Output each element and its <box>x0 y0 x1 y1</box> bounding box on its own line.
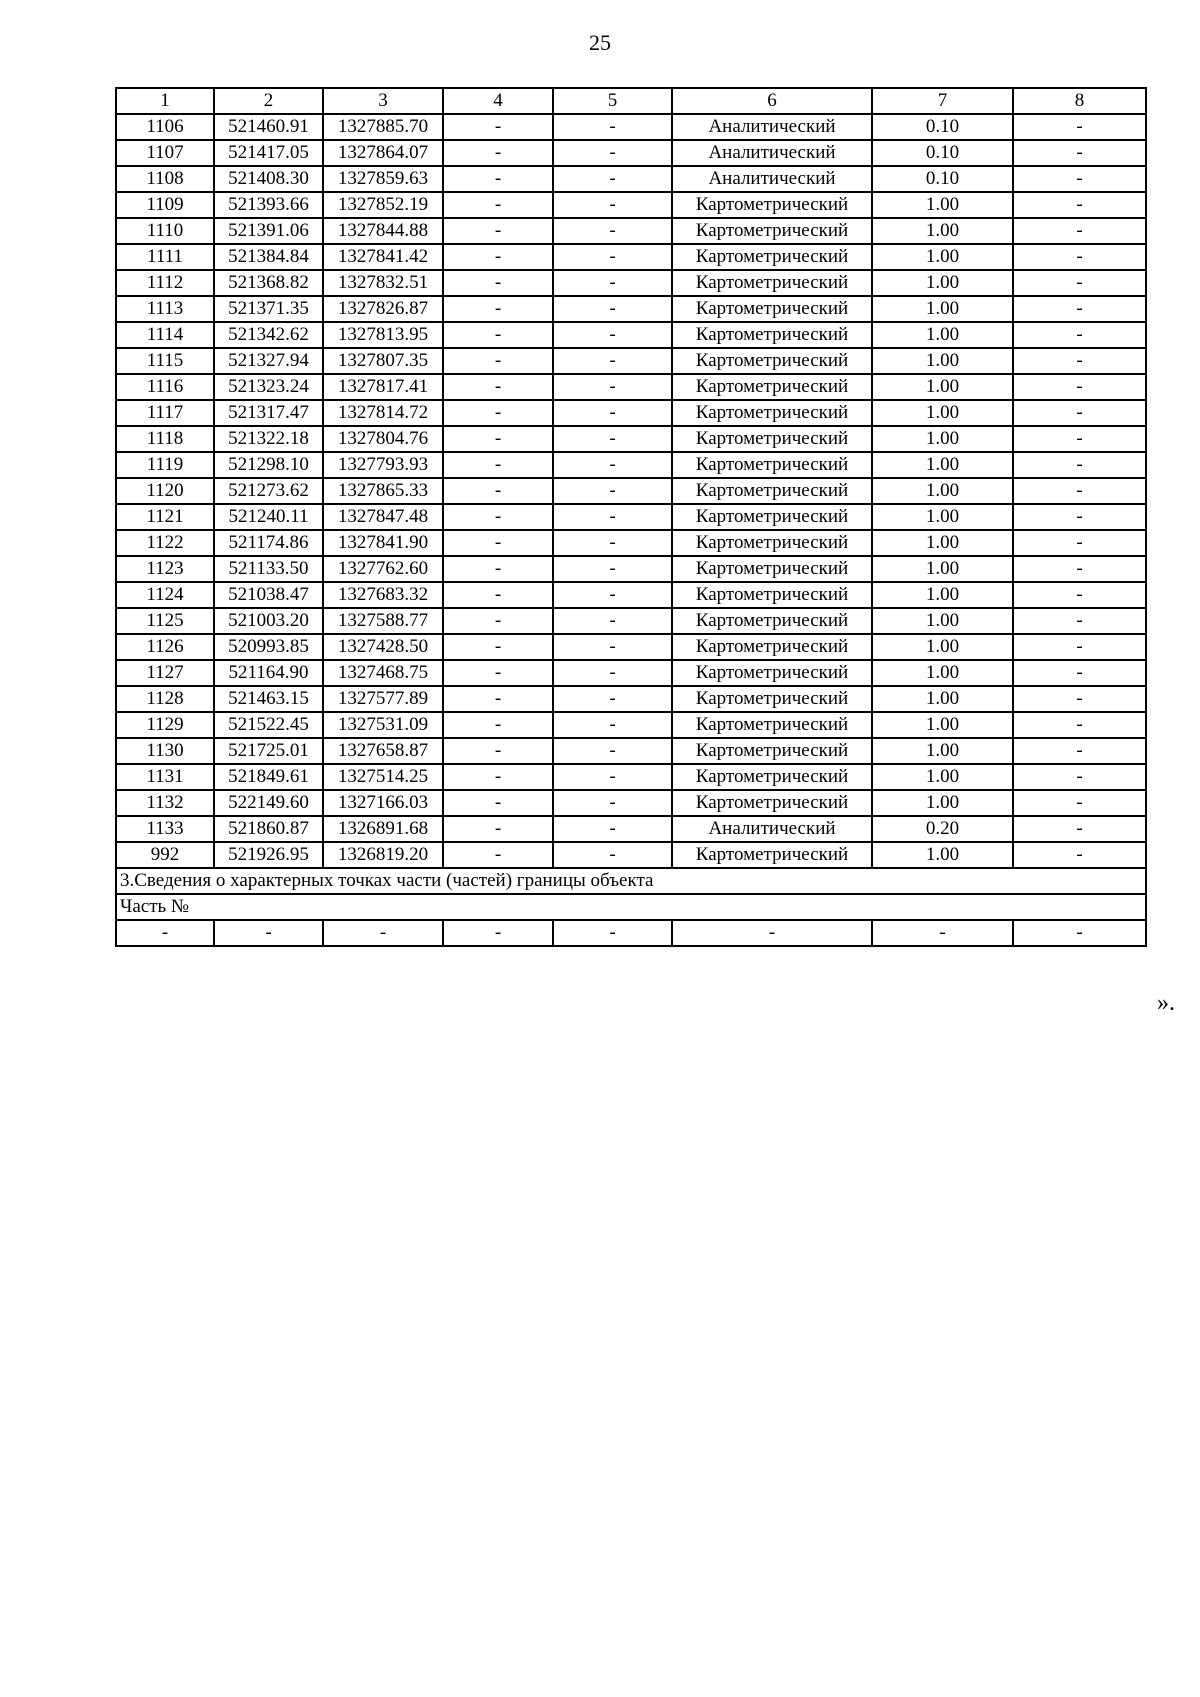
table-cell: 1327817.41 <box>323 374 443 400</box>
table-cell: 1.00 <box>872 452 1013 478</box>
table-row <box>116 192 1146 218</box>
table-cell: 1124 <box>116 582 214 608</box>
table-cell: 1116 <box>116 374 214 400</box>
table-cell: - <box>1013 478 1146 504</box>
table-cell: 1109 <box>116 192 214 218</box>
table-cell: 0.10 <box>872 166 1013 192</box>
table-cell: 1.00 <box>872 322 1013 348</box>
table-cell: 1327514.25 <box>323 764 443 790</box>
table-cell: - <box>443 738 553 764</box>
table-cell: 1327885.70 <box>323 114 443 140</box>
table-cell: - <box>1013 634 1146 660</box>
table-cell: 1128 <box>116 686 214 712</box>
table-cell: 1108 <box>116 166 214 192</box>
table-cell: 1327813.95 <box>323 322 443 348</box>
table-cell: - <box>1013 192 1146 218</box>
table-row <box>116 608 1146 634</box>
table-cell: - <box>443 556 553 582</box>
table-cell: - <box>553 764 672 790</box>
table-cell: - <box>1013 582 1146 608</box>
table-cell: 521522.45 <box>214 712 323 738</box>
table-row <box>116 816 1146 842</box>
table-cell: - <box>553 218 672 244</box>
section-title <box>116 868 1146 894</box>
table-cell: 521725.01 <box>214 738 323 764</box>
table-cell: - <box>1013 374 1146 400</box>
table-cell: 1133 <box>116 816 214 842</box>
table-cell: Аналитический <box>672 816 872 842</box>
table-cell: - <box>553 400 672 426</box>
table-cell: - <box>443 634 553 660</box>
table-cell: 520993.85 <box>214 634 323 660</box>
table-cell: Картометрический <box>672 764 872 790</box>
table-cell: 1.00 <box>872 686 1013 712</box>
table-cell: Картометрический <box>672 608 872 634</box>
table-cell: 521860.87 <box>214 816 323 842</box>
table-cell: Аналитический <box>672 114 872 140</box>
table-cell: 1.00 <box>872 296 1013 322</box>
table-cell: - <box>1013 140 1146 166</box>
table-row <box>116 322 1146 348</box>
table-row <box>116 114 1146 140</box>
table-cell: 1111 <box>116 244 214 270</box>
table-cell: - <box>553 920 672 946</box>
table-cell: 1.00 <box>872 608 1013 634</box>
table-row <box>116 660 1146 686</box>
table-cell: - <box>443 400 553 426</box>
table-cell: Картометрический <box>672 556 872 582</box>
table-cell: 521327.94 <box>214 348 323 374</box>
table-cell: 1106 <box>116 114 214 140</box>
table-cell: 1 <box>116 88 214 114</box>
table-cell: - <box>553 712 672 738</box>
table-row <box>116 504 1146 530</box>
table-cell: 521133.50 <box>214 556 323 582</box>
table-cell: - <box>443 816 553 842</box>
table-cell: - <box>443 114 553 140</box>
table-cell: - <box>553 322 672 348</box>
table-cell: - <box>1013 426 1146 452</box>
table-row <box>116 556 1146 582</box>
table-cell: 6 <box>672 88 872 114</box>
table-cell: 1121 <box>116 504 214 530</box>
table-cell: 1327588.77 <box>323 608 443 634</box>
table-cell: - <box>1013 738 1146 764</box>
table-cell: 1327804.76 <box>323 426 443 452</box>
table-cell: 1327841.42 <box>323 244 443 270</box>
table-cell: 1.00 <box>872 842 1013 868</box>
table-cell: - <box>443 296 553 322</box>
table-row <box>116 634 1146 660</box>
table-row <box>116 270 1146 296</box>
table-row <box>116 452 1146 478</box>
table-cell: 1130 <box>116 738 214 764</box>
table-cell: 1327814.72 <box>323 400 443 426</box>
table-cell: - <box>553 296 672 322</box>
table-cell: 521384.84 <box>214 244 323 270</box>
table-cell: 1129 <box>116 712 214 738</box>
table-cell: 521038.47 <box>214 582 323 608</box>
table-cell: Картометрический <box>672 478 872 504</box>
table-row <box>116 218 1146 244</box>
table-cell: - <box>553 686 672 712</box>
table-cell: 1326891.68 <box>323 816 443 842</box>
table-cell: 521926.95 <box>214 842 323 868</box>
table-cell: 1.00 <box>872 348 1013 374</box>
table-cell: Картометрический <box>672 218 872 244</box>
table-row <box>116 140 1146 166</box>
table-cell: 1.00 <box>872 218 1013 244</box>
table-cell: - <box>553 790 672 816</box>
table-cell: - <box>553 556 672 582</box>
table-cell: 521298.10 <box>214 452 323 478</box>
table-cell: - <box>553 738 672 764</box>
table-cell: 521003.20 <box>214 608 323 634</box>
table-cell: - <box>553 504 672 530</box>
table-cell: 1.00 <box>872 556 1013 582</box>
table-cell: Картометрический <box>672 686 872 712</box>
table-cell: 1132 <box>116 790 214 816</box>
table-cell: - <box>443 322 553 348</box>
table-cell: Картометрический <box>672 426 872 452</box>
table-cell: - <box>443 348 553 374</box>
table-cell: 1112 <box>116 270 214 296</box>
table-cell: 1327847.48 <box>323 504 443 530</box>
table-cell: 1.00 <box>872 790 1013 816</box>
table-cell: - <box>1013 296 1146 322</box>
table-cell: 0.20 <box>872 816 1013 842</box>
table-cell: 521368.82 <box>214 270 323 296</box>
table-cell: 1.00 <box>872 270 1013 296</box>
table-cell: 1327832.51 <box>323 270 443 296</box>
table-cell: 1.00 <box>872 478 1013 504</box>
part-label <box>116 894 1146 920</box>
table-cell: 521322.18 <box>214 426 323 452</box>
table-row <box>116 478 1146 504</box>
table-cell: - <box>214 920 323 946</box>
table-cell: Картометрический <box>672 634 872 660</box>
table-row <box>116 348 1146 374</box>
table-cell: 1110 <box>116 218 214 244</box>
table-cell: - <box>672 920 872 946</box>
table-cell: - <box>443 790 553 816</box>
table-cell: - <box>553 582 672 608</box>
table-cell: 521393.66 <box>214 192 323 218</box>
table-cell: 521417.05 <box>214 140 323 166</box>
table-cell: 1.00 <box>872 582 1013 608</box>
table-cell: - <box>1013 504 1146 530</box>
table-cell: 0.10 <box>872 140 1013 166</box>
table-cell: - <box>1013 348 1146 374</box>
table-cell: 1113 <box>116 296 214 322</box>
table-cell: 2 <box>214 88 323 114</box>
table-cell: 0.10 <box>872 114 1013 140</box>
table-cell: - <box>443 660 553 686</box>
table-cell: 521460.91 <box>214 114 323 140</box>
table-cell: - <box>1013 166 1146 192</box>
table-cell: - <box>443 712 553 738</box>
table-cell: Картометрический <box>672 400 872 426</box>
table-cell: - <box>553 660 672 686</box>
table-header-row <box>116 88 1146 114</box>
table-cell: - <box>443 452 553 478</box>
table-cell: - <box>553 348 672 374</box>
table-cell: 1.00 <box>872 738 1013 764</box>
table-cell: 1327852.19 <box>323 192 443 218</box>
table-cell: 992 <box>116 842 214 868</box>
table-row-empty <box>116 920 1146 946</box>
table-cell: 1.00 <box>872 660 1013 686</box>
table-cell: - <box>443 842 553 868</box>
table-cell: 1327793.93 <box>323 452 443 478</box>
table-row <box>116 790 1146 816</box>
table-cell: 1327826.87 <box>323 296 443 322</box>
table-cell: - <box>1013 790 1146 816</box>
table-cell: - <box>443 244 553 270</box>
table-cell: 1115 <box>116 348 214 374</box>
table-cell: - <box>553 166 672 192</box>
table-cell: 1327658.87 <box>323 738 443 764</box>
table-cell: 521164.90 <box>214 660 323 686</box>
closing-quote-mark: ». <box>1157 990 1175 1016</box>
table-cell: 1107 <box>116 140 214 166</box>
table-cell: 1327762.60 <box>323 556 443 582</box>
table-cell: Картометрический <box>672 322 872 348</box>
table-cell: 1123 <box>116 556 214 582</box>
table-cell: 1117 <box>116 400 214 426</box>
table-cell: Картометрический <box>672 374 872 400</box>
table-cell: 1.00 <box>872 192 1013 218</box>
table-cell: 1.00 <box>872 530 1013 556</box>
table-cell: 521391.06 <box>214 218 323 244</box>
table-cell: - <box>553 270 672 296</box>
table-cell: - <box>553 374 672 400</box>
table-cell: 1.00 <box>872 426 1013 452</box>
table-cell: 1327468.75 <box>323 660 443 686</box>
table-row <box>116 764 1146 790</box>
table-cell: - <box>553 530 672 556</box>
table-row <box>116 374 1146 400</box>
table-cell: - <box>1013 244 1146 270</box>
table-cell: - <box>443 582 553 608</box>
table-cell: - <box>553 634 672 660</box>
table-row <box>116 244 1146 270</box>
table-cell: - <box>1013 686 1146 712</box>
table-cell: 521408.30 <box>214 166 323 192</box>
table-cell: 4 <box>443 88 553 114</box>
table-cell: 1.00 <box>872 374 1013 400</box>
table-cell: 1.00 <box>872 764 1013 790</box>
table-cell: Картометрический <box>672 504 872 530</box>
table-row <box>116 400 1146 426</box>
table-cell: - <box>553 452 672 478</box>
table-cell: 1.00 <box>872 504 1013 530</box>
table-row <box>116 686 1146 712</box>
table-cell: 1125 <box>116 608 214 634</box>
table-cell: - <box>553 426 672 452</box>
table-cell: - <box>1013 270 1146 296</box>
table-row <box>116 166 1146 192</box>
table-cell: - <box>116 920 214 946</box>
coordinates-table <box>115 87 1147 947</box>
table-cell: - <box>443 608 553 634</box>
table-cell: Картометрический <box>672 738 872 764</box>
table-cell: 1.00 <box>872 244 1013 270</box>
table-cell: 1326819.20 <box>323 842 443 868</box>
table-cell: 1327428.50 <box>323 634 443 660</box>
table-cell: - <box>553 140 672 166</box>
table-cell: - <box>443 478 553 504</box>
section-title-text: 3.Сведения о характерных точках части (частей) границы объекта <box>116 868 1146 894</box>
table-cell: - <box>1013 920 1146 946</box>
table-cell: Картометрический <box>672 530 872 556</box>
table-row <box>116 712 1146 738</box>
table-cell: - <box>1013 660 1146 686</box>
table-row <box>116 582 1146 608</box>
table-cell: Картометрический <box>672 348 872 374</box>
table-cell: Картометрический <box>672 270 872 296</box>
table-cell: - <box>443 140 553 166</box>
table-cell: 1120 <box>116 478 214 504</box>
table-cell: - <box>553 192 672 218</box>
table-cell: Аналитический <box>672 140 872 166</box>
table-cell: 522149.60 <box>214 790 323 816</box>
table-cell: - <box>1013 608 1146 634</box>
table-cell: - <box>1013 816 1146 842</box>
table-cell: Картометрический <box>672 712 872 738</box>
table-cell: 521317.47 <box>214 400 323 426</box>
table-cell: 1327577.89 <box>323 686 443 712</box>
table-cell: - <box>1013 556 1146 582</box>
table-cell: - <box>553 244 672 270</box>
table-cell: 521323.24 <box>214 374 323 400</box>
table-cell: - <box>323 920 443 946</box>
table-cell: - <box>1013 114 1146 140</box>
table-cell: 521849.61 <box>214 764 323 790</box>
table-cell: 521371.35 <box>214 296 323 322</box>
table-row <box>116 842 1146 868</box>
table-cell: 1.00 <box>872 712 1013 738</box>
table-cell: - <box>443 374 553 400</box>
table-cell: - <box>1013 530 1146 556</box>
table-cell: 1.00 <box>872 634 1013 660</box>
table-cell: 1327166.03 <box>323 790 443 816</box>
table-cell: 1114 <box>116 322 214 348</box>
table-cell: Картометрический <box>672 192 872 218</box>
table-cell: - <box>443 764 553 790</box>
table-cell: 1131 <box>116 764 214 790</box>
table-cell: 1119 <box>116 452 214 478</box>
table-cell: 521463.15 <box>214 686 323 712</box>
table-cell: - <box>1013 218 1146 244</box>
table-cell: - <box>1013 712 1146 738</box>
table-cell: - <box>443 192 553 218</box>
table-cell: Картометрический <box>672 296 872 322</box>
table-cell: Картометрический <box>672 452 872 478</box>
table-cell: - <box>1013 764 1146 790</box>
table-cell: 521174.86 <box>214 530 323 556</box>
table-cell: - <box>443 270 553 296</box>
table-cell: 1127 <box>116 660 214 686</box>
table-cell: - <box>553 816 672 842</box>
table-cell: - <box>443 530 553 556</box>
table-cell: 1327807.35 <box>323 348 443 374</box>
table-cell: Картометрический <box>672 842 872 868</box>
table-row <box>116 426 1146 452</box>
table-cell: - <box>553 478 672 504</box>
table-cell: - <box>443 218 553 244</box>
table-cell: 8 <box>1013 88 1146 114</box>
table-cell: Картометрический <box>672 660 872 686</box>
table-cell: 521240.11 <box>214 504 323 530</box>
table-cell: 1327531.09 <box>323 712 443 738</box>
table-cell: 1327865.33 <box>323 478 443 504</box>
table-cell: 1327864.07 <box>323 140 443 166</box>
table-cell: - <box>443 920 553 946</box>
table-cell: - <box>443 166 553 192</box>
table-cell: Картометрический <box>672 582 872 608</box>
table-cell: 1126 <box>116 634 214 660</box>
table-cell: 1327841.90 <box>323 530 443 556</box>
table-row <box>116 296 1146 322</box>
table-cell: 521342.62 <box>214 322 323 348</box>
table-cell: - <box>553 842 672 868</box>
table-cell: 1.00 <box>872 400 1013 426</box>
table-cell: Аналитический <box>672 166 872 192</box>
table-cell: - <box>443 686 553 712</box>
table-cell: Картометрический <box>672 790 872 816</box>
table-cell: 1118 <box>116 426 214 452</box>
table-cell: 1327859.63 <box>323 166 443 192</box>
table-cell: 5 <box>553 88 672 114</box>
page-number: 25 <box>589 30 611 55</box>
table-cell: 1327844.88 <box>323 218 443 244</box>
table-cell: - <box>872 920 1013 946</box>
table-cell: 7 <box>872 88 1013 114</box>
table-cell: 521273.62 <box>214 478 323 504</box>
table-cell: - <box>443 426 553 452</box>
table-row <box>116 530 1146 556</box>
table-cell: 1122 <box>116 530 214 556</box>
table-cell: - <box>1013 400 1146 426</box>
table-row <box>116 738 1146 764</box>
table-cell: 3 <box>323 88 443 114</box>
table-cell: - <box>1013 452 1146 478</box>
table-cell: - <box>1013 842 1146 868</box>
part-label-text: Часть № <box>116 894 1146 920</box>
table-cell: - <box>553 114 672 140</box>
table-cell: 1327683.32 <box>323 582 443 608</box>
table-cell: - <box>443 504 553 530</box>
table-cell: - <box>1013 322 1146 348</box>
table-cell: - <box>553 608 672 634</box>
table-cell: Картометрический <box>672 244 872 270</box>
